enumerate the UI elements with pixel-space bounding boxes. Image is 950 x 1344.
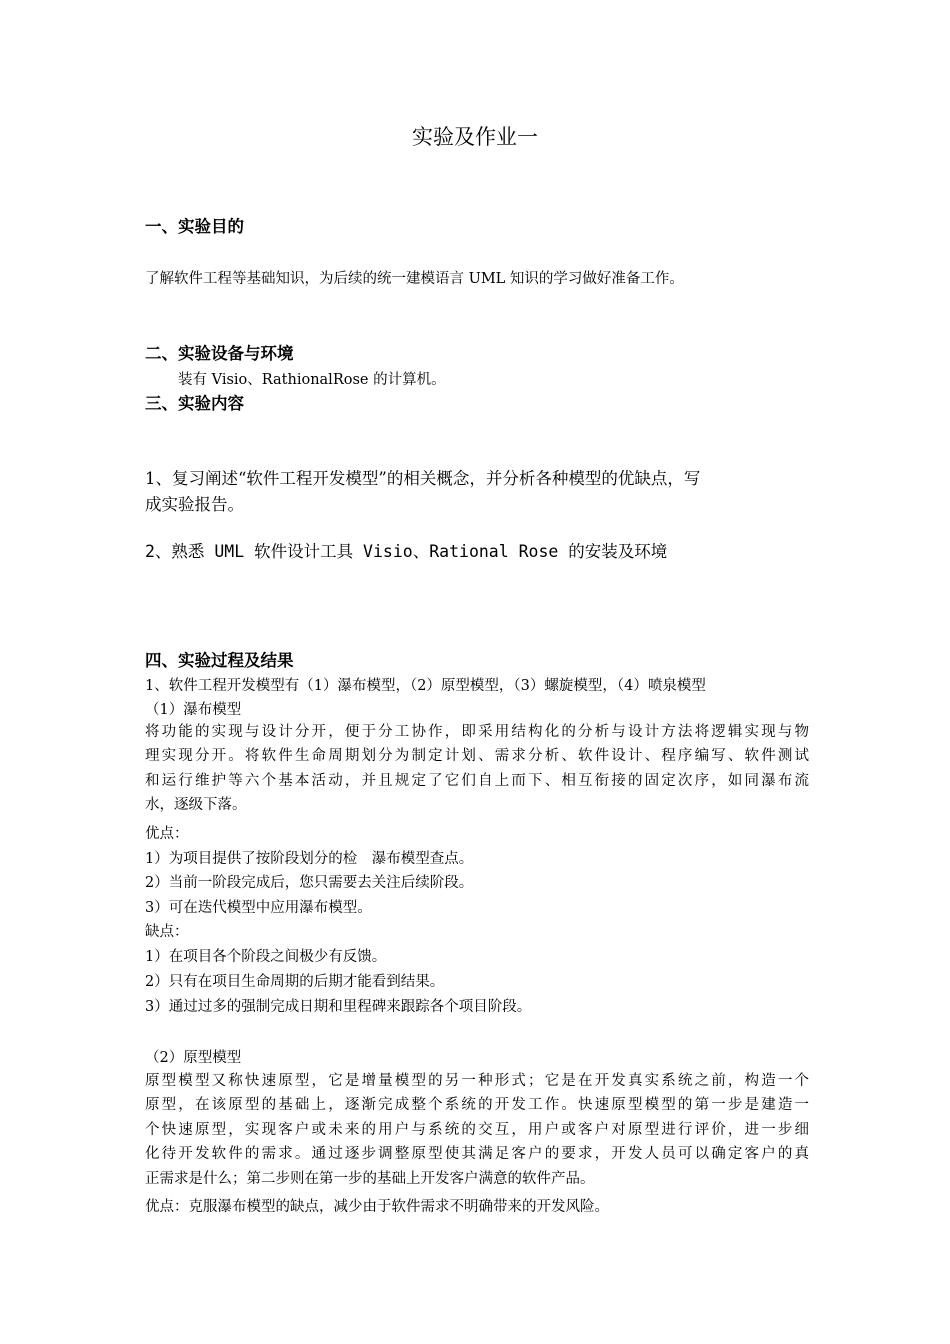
- section-heading-content: 三、实验内容: [145, 394, 244, 413]
- waterfall-desc-line: 将功能的实现与设计分开，便于分工协作，即采用结构化的分析与设计方法将逻辑实现与物: [145, 724, 809, 740]
- waterfall-pros-label: 优点：: [145, 826, 189, 842]
- waterfall-con-item: 3）通过过多的强制完成日期和里程碑来跟踪各个项目阶段。: [145, 999, 532, 1015]
- prototype-desc-line: 原型，在该原型的基础上，逐渐完成整个系统的开发工作。快速原型模型的第一步是建造一: [145, 1097, 809, 1114]
- prototype-pros: 优点：克服瀑布模型的缺点，减少由于软件需求不明确带来的开发风险。: [145, 1199, 609, 1215]
- content-item-1-line-2: 成实验报告。: [145, 495, 244, 514]
- prototype-desc-line: 正需求是什么；第二步则在第一步的基础上开发客户满意的软件产品。: [145, 1170, 595, 1187]
- process-intro: 1、软件工程开发模型有（1）瀑布模型，（2）原型模型，（3）螺旋模型，（4）喷泉模型: [145, 678, 706, 694]
- section-heading-purpose: 一、实验目的: [145, 217, 244, 236]
- prototype-desc-line: 个快速原型，实现客户或未来的用户与系统的交互，用户或客户对原型进行评价，进一步细: [145, 1121, 809, 1138]
- waterfall-desc-line: 理实现分开。将软件生命周期划分为制定计划、需求分析、软件设计、程序编写、软件测试: [145, 748, 809, 765]
- waterfall-description: [145, 720, 809, 818]
- purpose-text: 了解软件工程等基础知识，为后续的统一建模语言 UML 知识的学习做好准备工作。: [145, 271, 684, 287]
- section-heading-environment: 二、实验设备与环境: [145, 344, 294, 363]
- content-item-2: 2、熟悉 UML 软件设计工具 Visio、Rational Rose 的安装及环境: [145, 542, 668, 561]
- prototype-heading: （2）原型模型: [145, 1050, 242, 1066]
- waterfall-desc-line: 水，逐级下落。: [145, 797, 247, 814]
- prototype-desc-line: 化待开发软件的需求。通过逐步调整原型使其满足客户的要求，开发人员可以确定客户的真: [145, 1146, 809, 1163]
- waterfall-desc-line: 和运行维护等六个基本活动，并且规定了它们自上而下、相互衔接的固定次序，如同瀑布流: [145, 772, 809, 789]
- waterfall-cons-label: 缺点：: [145, 924, 189, 940]
- waterfall-con-item: 1）在项目各个阶段之间极少有反馈。: [145, 949, 387, 965]
- waterfall-pro-item: 2）当前一阶段完成后，您只需要去关注后续阶段。: [145, 875, 474, 891]
- prototype-desc-line: 原型模型又称快速原型，它是增量模型的另一种形式；它是在开发真实系统之前，构造一个: [145, 1073, 809, 1089]
- waterfall-con-item: 2）只有在项目生命周期的后期才能看到结果。: [145, 974, 445, 990]
- prototype-description: [145, 1069, 809, 1191]
- environment-text: 装有 Visio、RathionalRose 的计算机。: [178, 372, 446, 388]
- section-heading-process: 四、实验过程及结果: [145, 651, 294, 670]
- content-item-1-line-1: 1、复习阐述“软件工程开发模型”的相关概念，并分析各种模型的优缺点，写: [145, 469, 701, 488]
- waterfall-pro-item: 3）可在迭代模型中应用瀑布模型。: [145, 900, 372, 916]
- waterfall-heading: （1）瀑布模型: [145, 702, 242, 718]
- document-title: 实验及作业一: [412, 125, 538, 149]
- waterfall-pro-item: 1）为项目提供了按阶段划分的检 瀑布模型查点。: [145, 851, 474, 867]
